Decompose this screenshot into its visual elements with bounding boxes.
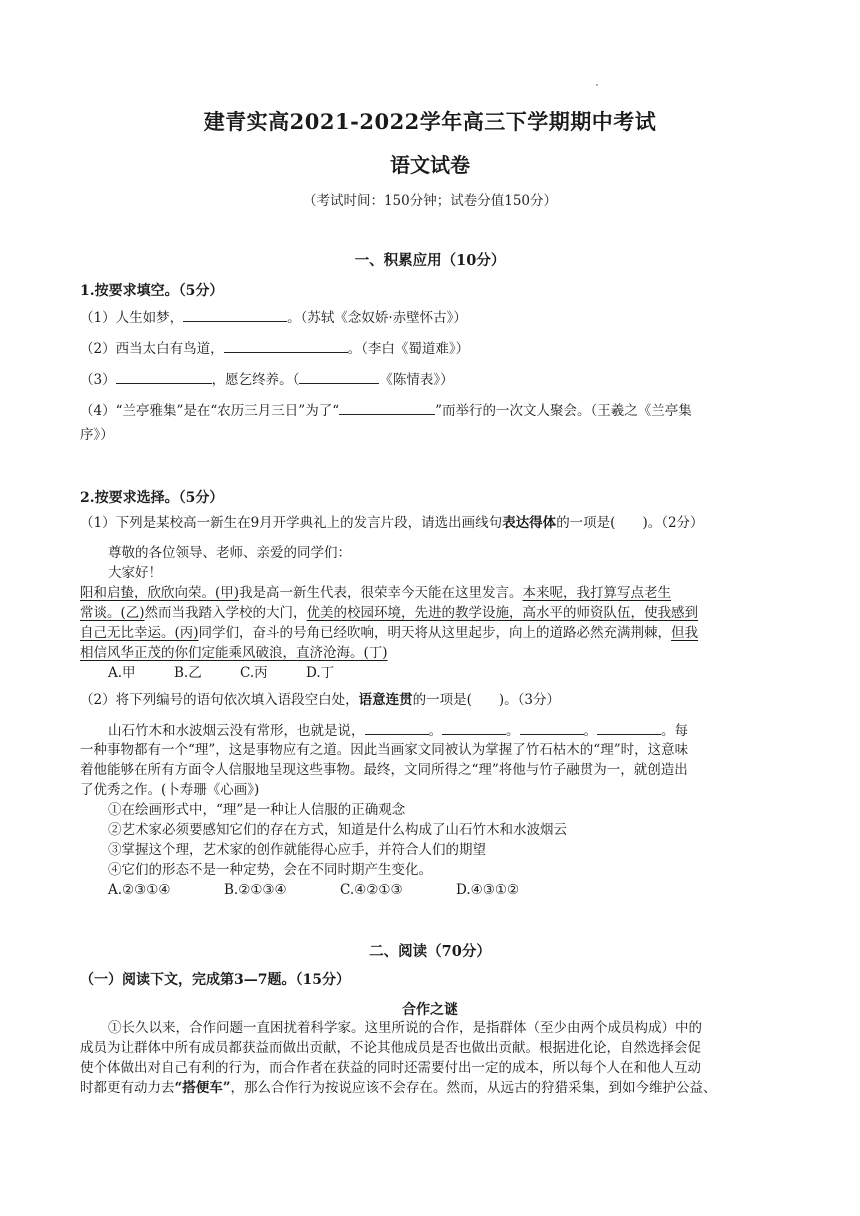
exam-meta: （考试时间：150分钟；试卷分值150分）	[302, 193, 558, 209]
question-2-1-options	[108, 663, 334, 683]
exam-subtitle: 语文试卷	[390, 153, 470, 177]
question-2-sub-1: （1）下列是某校高一新生在9月开学典礼上的发言片段，请选出画线句表达得体的一项是( )。（2分）	[80, 515, 704, 531]
answer-blank[interactable]	[183, 307, 287, 322]
article-line-2: 成员为让群体中所有成员都获益而做出贡献，不论其他成员是否也做出贡献。根据进化论，自然选择会促	[80, 1040, 701, 1056]
passage-line-3: 着他能够在所有方面令人信服地呈现这些事物。最终，文同所得之“理”将他与竹子融贯为一，就创造出	[80, 762, 688, 778]
question-2-2-options	[108, 880, 519, 900]
scan-dot	[596, 84, 598, 86]
question-1-item-3: （3） ，愿乞终养。（ 《陈情表》）	[80, 369, 454, 390]
answer-blank[interactable]	[116, 369, 212, 384]
part-1-heading: （一）阅读下文，完成第3—7题。（15分）	[80, 972, 350, 988]
option-c[interactable]: C.丙	[240, 665, 268, 681]
exam-title: 建青实高2021-2022学年高三下学期期中考试	[203, 109, 657, 134]
question-1-item-2: （2）西当太白有鸟道， 。（李白《蜀道难》）	[80, 338, 469, 359]
passage-line-1: 山石竹木和水波烟云没有常形，也就是说， 。 。 。 。每	[108, 720, 688, 741]
passage-blank[interactable]	[365, 720, 429, 735]
passage-blank[interactable]	[442, 720, 506, 735]
question-1-item-4: （4）“兰亭雅集”是在“农历三月三日”为了“ ”而举行的一次文人聚会。（王羲之《兰亭集	[80, 400, 692, 421]
speech-greeting: 尊敬的各位领导、老师、亲爱的同学们：	[108, 545, 351, 561]
article-line-4: 时都更有动力去“搭便车”，那么合作行为按说应该不会存在。然而，从远古的狩猎采集，到如今维护公益、	[80, 1080, 717, 1096]
question-1-item-4-cont: 序》）	[80, 427, 114, 443]
question-1-item-1: （1）人生如梦， 。（苏轼《念奴娇·赤壁怀古》）	[80, 307, 467, 328]
section-heading-1: 一、积累应用（10分）	[354, 252, 506, 269]
question-2-sub-2: （2）将下列编号的语句依次填入语段空白处，语意连贯的一项是( )。（3分）	[80, 692, 560, 708]
passage-line-2: 一种事物都有一个“理”，这是事物应有之道。因此当画家文同被认为掌握了竹石枯木的“理”时，这意味	[80, 742, 689, 758]
section-heading-2: 二、阅读（70分）	[369, 943, 491, 960]
question-2-title: 2.按要求选择。（5分）	[80, 490, 224, 506]
speech-line-2: 常谈。(乙)然而当我踏入学校的大门，优美的校园环境，先进的教学设施，高水平的师资队伍，使我感到	[80, 605, 699, 621]
answer-blank[interactable]	[299, 369, 379, 384]
article-line-1: ①长久以来，合作问题一直困扰着科学家。这里所说的合作，是指群体（至少由两个成员构成）中的	[108, 1020, 702, 1036]
sentence-item-4: ④它们的形态不是一种定势，会在不同时期产生变化。	[108, 862, 432, 878]
question-1-title: 1.按要求填空。（5分）	[80, 283, 224, 299]
speech-hello: 大家好！	[108, 565, 162, 581]
passage-blank[interactable]	[520, 720, 584, 735]
option-b[interactable]: B.②①③④	[224, 882, 287, 898]
option-a[interactable]: A.甲	[108, 665, 136, 681]
sentence-item-2: ②艺术家必须要感知它们的存在方式，知道是什么构成了山石竹木和水波烟云	[108, 822, 567, 838]
passage-line-4: 了优秀之作。(卜寿珊《心画》)	[80, 782, 260, 798]
article-line-3: 使个体做出对自己有利的行为，而合作者在获益的同时还需要付出一定的成本，所以每个人在和他人互动	[80, 1060, 701, 1076]
option-d[interactable]: D.④③①②	[456, 882, 520, 898]
option-a[interactable]: A.②③①④	[108, 882, 171, 898]
speech-line-4: 相信风华正茂的你们定能乘风破浪，直济沧海。(丁)	[80, 645, 388, 661]
sentence-item-1: ①在绘画形式中，“理”是一种让人信服的正确观念	[108, 802, 406, 818]
passage-blank[interactable]	[597, 720, 661, 735]
speech-line-1: 阳和启蛰，欣欣向荣。(甲)我是高一新生代表，很荣幸今天能在这里发言。本来呢，我打算写点老生	[80, 585, 672, 601]
answer-blank[interactable]	[224, 338, 348, 353]
sentence-item-3: ③掌握这个理，艺术家的创作就能得心应手，并符合人们的期望	[108, 842, 486, 858]
answer-blank[interactable]	[339, 400, 435, 415]
option-b[interactable]: B.乙	[174, 665, 202, 681]
article-title: 合作之谜	[402, 1002, 458, 1018]
speech-line-3: 自己无比幸运。(丙)同学们，奋斗的号角已经吹响，明天将从这里起步，向上的道路必然充满荆棘，但我	[80, 625, 699, 641]
option-c[interactable]: C.④②①③	[340, 882, 403, 898]
option-d[interactable]: D.丁	[306, 665, 335, 681]
